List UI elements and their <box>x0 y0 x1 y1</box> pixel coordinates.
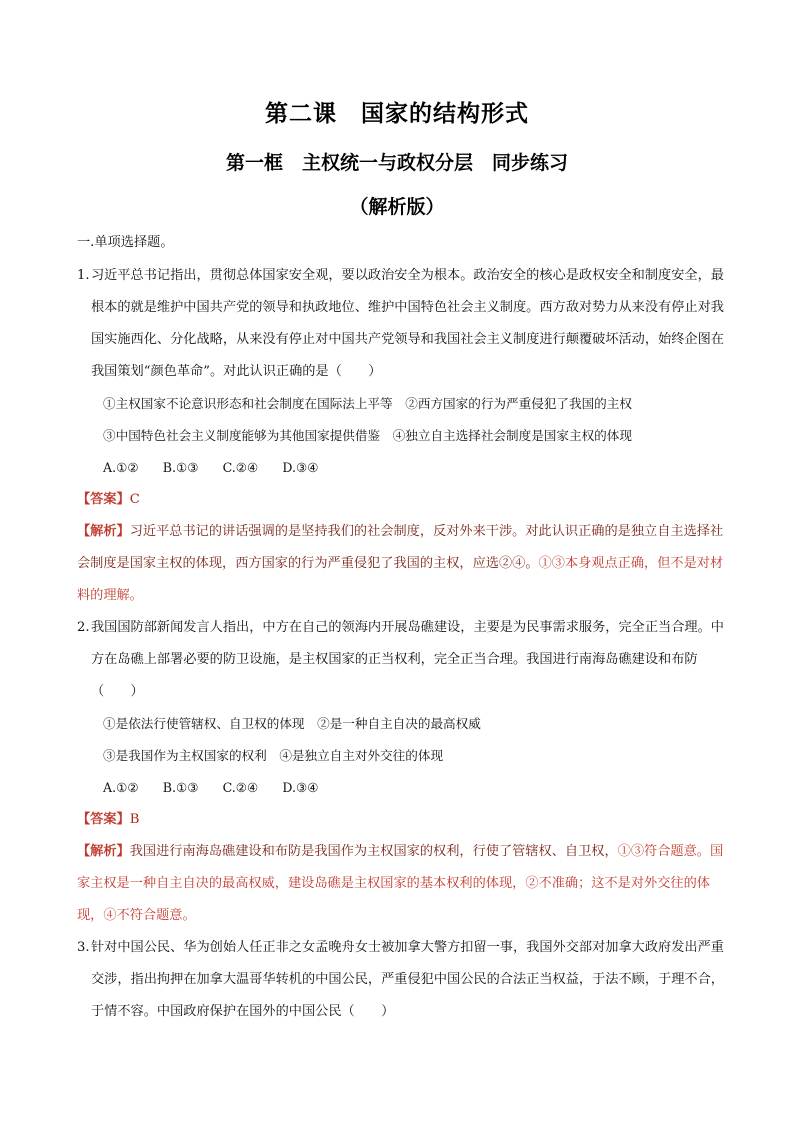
explanation-text: 习近平总书记的讲话强调的是坚持我们的社会制度，反对外来干涉。对此认识正确的是独立自主选择社会制度是国家主权的体现，西方国家的行为严重侵犯了我国的主权，应选②④。 <box>77 524 724 571</box>
choice-d: D.③④ <box>282 460 319 475</box>
question-3 <box>77 932 729 1028</box>
answer-tag: 【答案】 <box>77 812 130 827</box>
choice-d: D.③④ <box>282 780 319 795</box>
answer-value: B <box>129 812 140 827</box>
question-number: 3. <box>77 940 90 955</box>
question-stem: 习近平总书记指出，贯彻总体国家安全观，要以政治安全为根本。政治安全的核心是政权安全和制度安全，最根本的就是维护中国共产党的领导和执政地位、维护中国特色社会主义制度。西方敌对势力从来没有停止对我国实施西化、分化战略，从来没有停止对中国共产党领导和我国社会主义制度进行颠覆破坏活动，始终企图在我国策划“颜色革命”。对此认识正确的是（ ） <box>91 268 724 379</box>
edition-label: （解析版） <box>349 196 445 218</box>
explanation <box>77 516 729 612</box>
option-line-1: ①主权国家不论意识形态和社会制度在国际法上平等 ②西方国家的行为严重侵犯了我国的主权 <box>103 396 632 411</box>
answer-choices <box>89 772 729 804</box>
answer-value: C <box>129 492 140 507</box>
section-subtitle: 第一框 主权统一与政权分层 同步练习 <box>225 152 568 174</box>
question-stem: 我国国防部新闻发言人指出，中方在自己的领海内开展岛礁建设，主要是为民事需求服务，完全正当合理。中方在岛礁上部署必要的防卫设施，是主权国家的正当权利，完全正当合理。我国进行南海岛礁建设和布防（ ） <box>91 620 724 699</box>
choice-a: A.①② <box>103 460 139 475</box>
answer-tag: 【答案】 <box>77 492 130 507</box>
question-2 <box>77 612 729 708</box>
explanation-tag: 【解析】 <box>77 844 130 859</box>
question-number: 1. <box>77 268 90 283</box>
choice-b: B.①③ <box>162 780 199 795</box>
explanation-highlight: ①③本身观点正确，但不是对材料的理解。 <box>77 556 724 603</box>
explanation-highlight: ①③符合题意。国家主权是一种自主自决的最高权威，建设岛礁是主权国家的基本权利的体现，②不准确；这不是对外交往的体现，④不符合题意。 <box>77 844 724 923</box>
answer-line <box>77 484 729 516</box>
option-line-1: ①是依法行使管辖权、自卫权的体现 ②是一种自主自决的最高权威 <box>103 716 481 731</box>
choice-a: A.①② <box>103 780 139 795</box>
explanation-tag: 【解析】 <box>77 524 130 539</box>
question-1 <box>77 260 729 388</box>
question-stem: 针对中国公民、华为创始人任正非之女孟晚舟女士被加拿大警方扣留一事，我国外交部对加拿大政府发出严重交涉，指出拘押在加拿大温哥华转机的中国公民，严重侵犯中国公民的合法正当权益，于法不顾，于理不合，于情不容。中国政府保护在国外的中国公民（ ） <box>91 940 724 1019</box>
document-body <box>77 230 729 1028</box>
lesson-title: 第二课 国家的结构形式 <box>265 101 529 127</box>
choice-c: C.②④ <box>222 460 259 475</box>
answer-choices <box>89 452 729 484</box>
option-line-2: ③中国特色社会主义制度能够为其他国家提供借鉴 ④独立自主选择社会制度是国家主权的体现 <box>103 428 632 443</box>
explanation <box>77 836 729 932</box>
question-number: 2. <box>77 620 90 635</box>
option-line-2: ③是我国作为主权国家的权利 ④是独立自主对外交往的体现 <box>103 748 444 763</box>
section-heading: 一.单项选择题。 <box>77 235 174 250</box>
choice-b: B.①③ <box>162 460 199 475</box>
choice-c: C.②④ <box>222 780 259 795</box>
explanation-text: 我国进行南海岛礁建设和布防是我国作为主权国家的权利，行使了管辖权、自卫权， <box>129 844 618 859</box>
answer-line <box>77 804 729 836</box>
